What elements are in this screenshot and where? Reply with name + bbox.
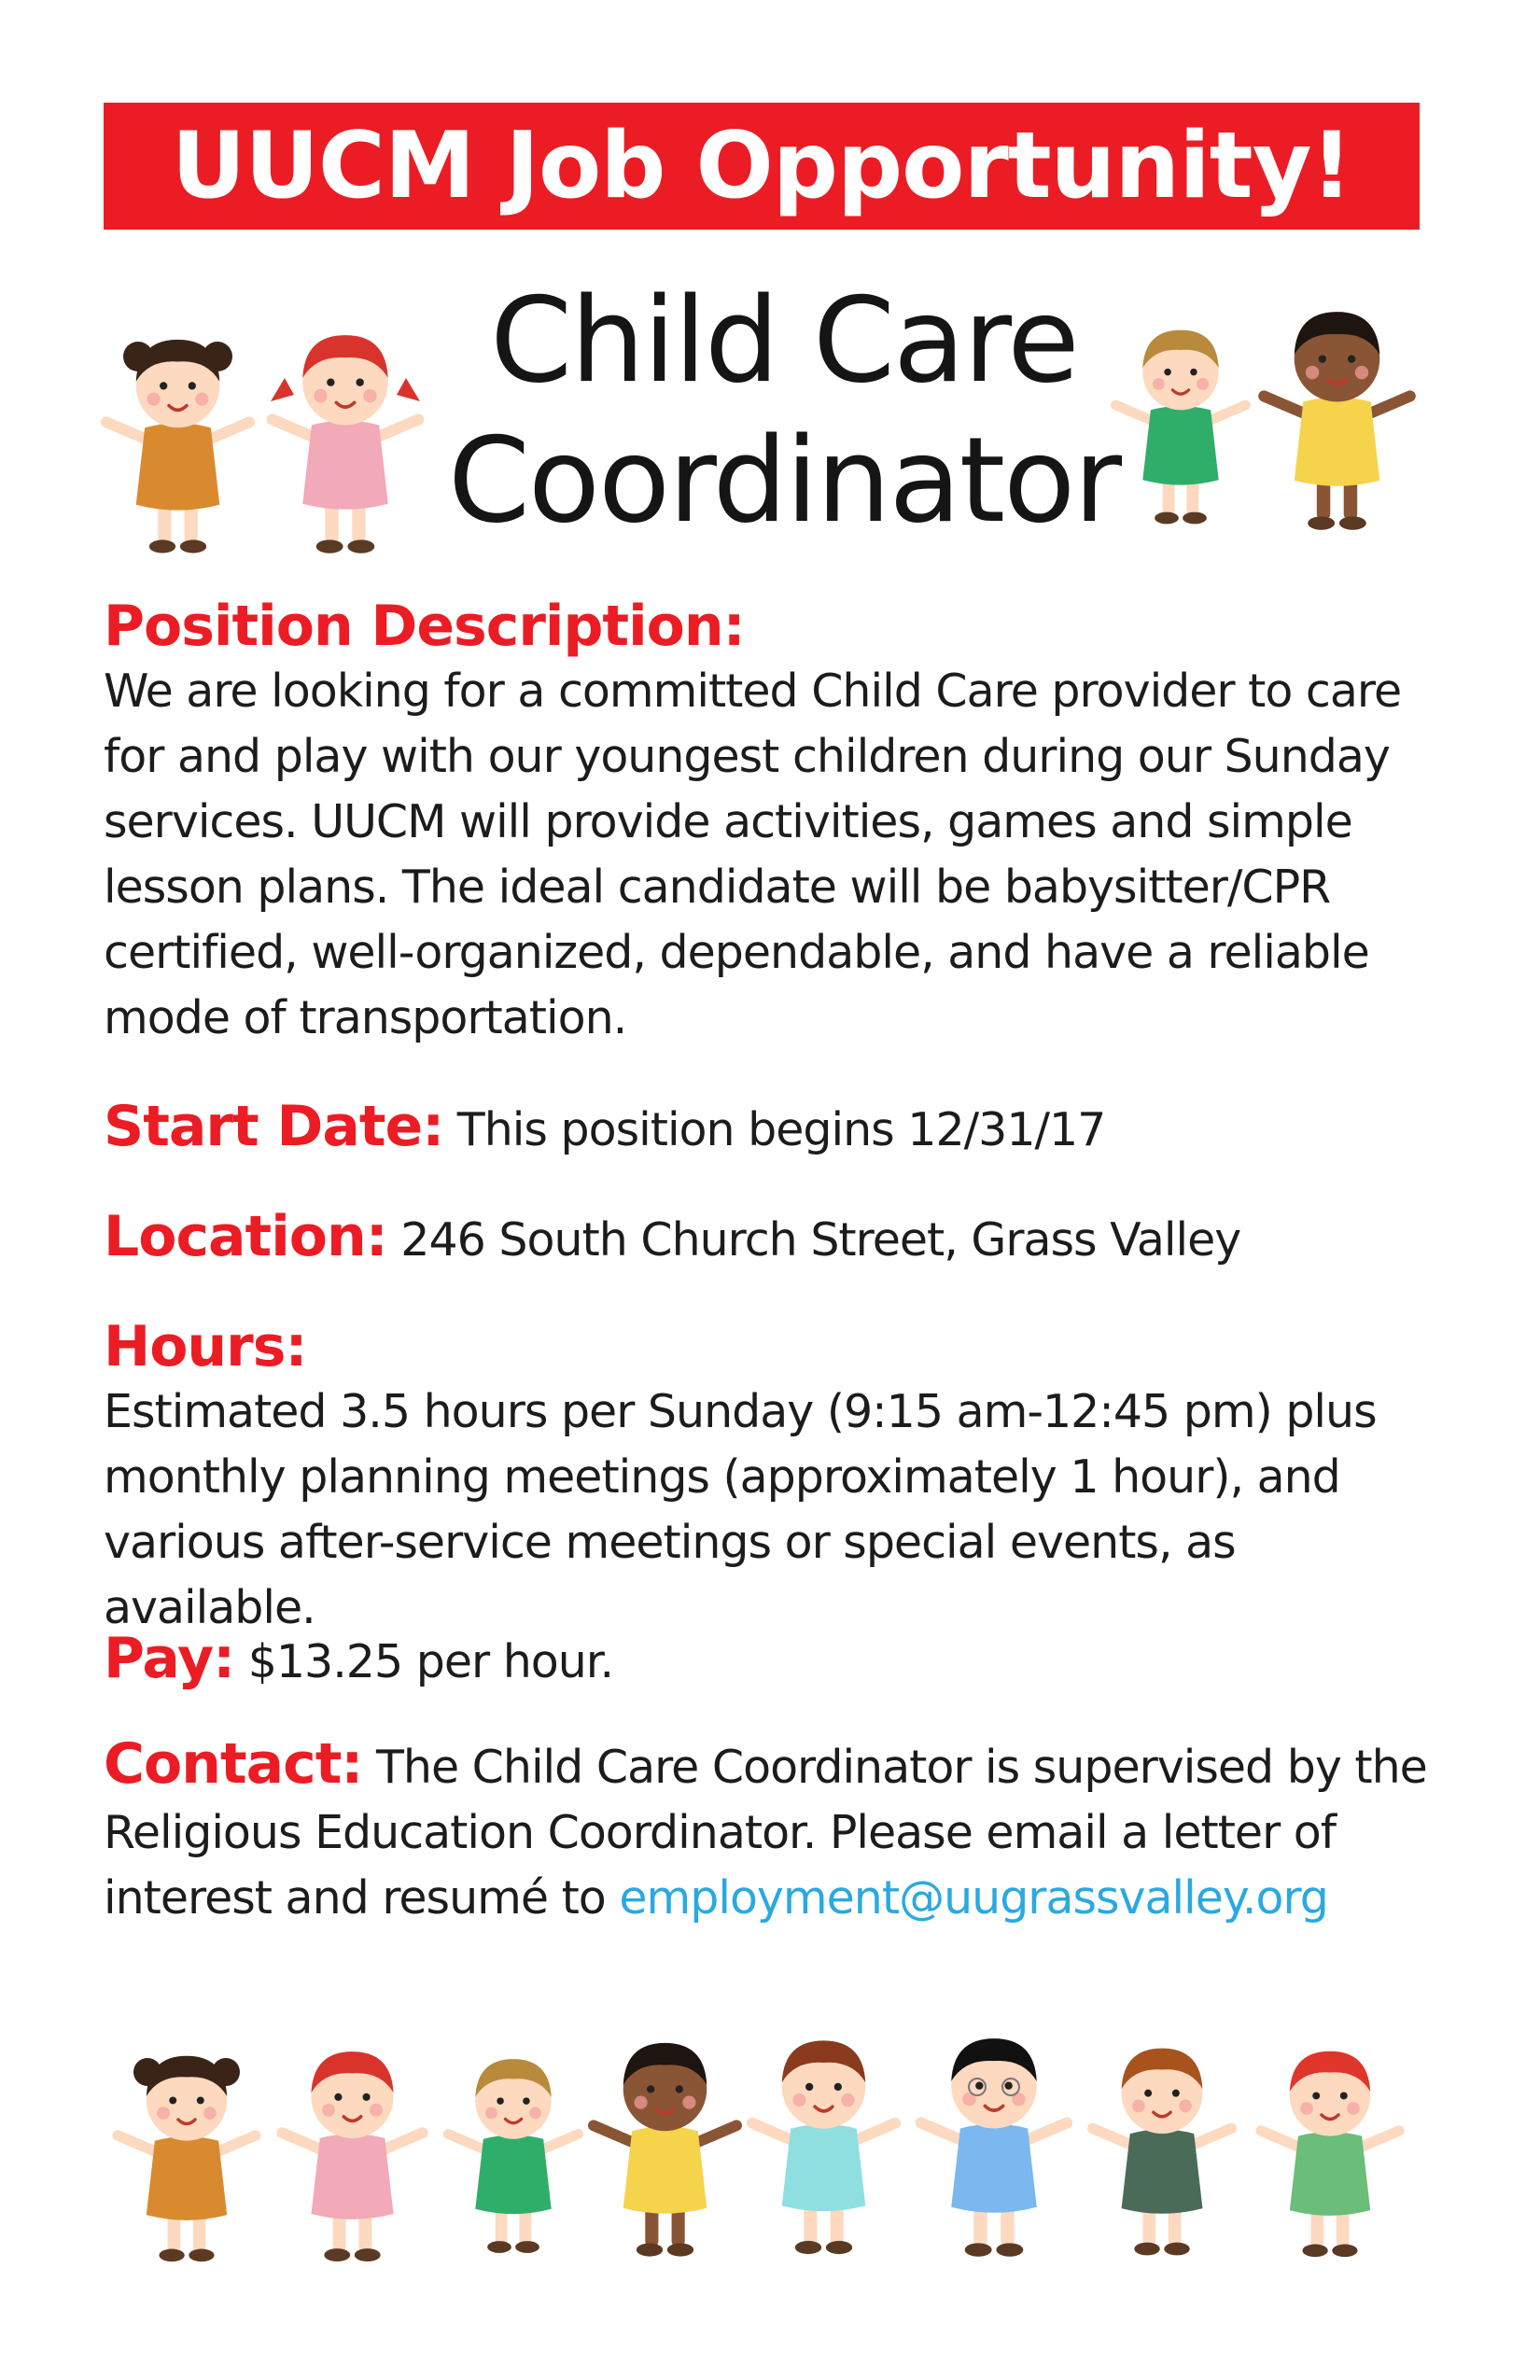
hours-heading: Hours:: [104, 1314, 307, 1379]
girl-buns-orange-shirt-icon: [101, 317, 255, 560]
pay-text: $13.25 per hour.: [247, 1635, 614, 1688]
location-text: 246 South Church Street, Grass Valley: [400, 1213, 1241, 1267]
girl-buns-orange-shirt-icon: [112, 2035, 261, 2268]
contact-text: The Child Care Coordinator is supervised by the Religious Education Coordinator. Please email a letter of interest and resumé to: [104, 1741, 1427, 1925]
girl-red-pigtails-pink-dress-icon: [275, 2030, 429, 2268]
position-heading: Position Description:: [104, 594, 745, 659]
boy-dark-skin-yellow-shirt-icon: [1255, 289, 1419, 537]
header-banner: [104, 103, 1420, 230]
boy-dark-skin-yellow-shirt-icon: [588, 2021, 742, 2263]
pay-row: [104, 1626, 1438, 1695]
boy-blond-green-shirt-icon: [443, 2035, 583, 2263]
boy-red-hair-green-shirt-icon: [1255, 2030, 1405, 2263]
banner-title: UUCM Job Opportunity!: [171, 113, 1352, 219]
contact-section: [104, 1731, 1438, 1931]
location-heading: Location:: [104, 1204, 387, 1269]
page-title: [373, 271, 1195, 551]
boy-glasses-blue-shirt-icon: [915, 2016, 1073, 2263]
girl-brown-hair-pink-skirt-icon: [747, 2016, 901, 2263]
girl-red-pigtails-pink-dress-icon: [266, 313, 425, 560]
girl-bob-green-dress-icon: [1087, 2025, 1237, 2263]
start-date-heading: Start Date:: [104, 1094, 444, 1159]
hours-section: [104, 1314, 1438, 1641]
start-date-row: [104, 1094, 1438, 1163]
title-line-1: Child Care: [490, 272, 1078, 409]
boy-blond-green-shirt-icon: [1111, 308, 1251, 532]
start-date-text: This position begins 12/31/17: [456, 1103, 1106, 1156]
position-text: We are looking for a committed Child Care provider to care for and play with our youngest children during our Sunday services. UUCM will provide activities, games and simple lesson plans. The ideal candidate will be babysitter/CPR certified, well-organized, dependable, and have a reliable mode of transportation.: [104, 665, 1402, 1044]
contact-email-link[interactable]: employment@uugrassvalley.org: [619, 1871, 1328, 1925]
title-line-2: Coordinator: [447, 412, 1121, 549]
position-description: [104, 594, 1438, 1051]
contact-heading: Contact:: [104, 1731, 363, 1797]
hours-text: Estimated 3.5 hours per Sunday (9:15 am-12:45 pm) plus monthly planning meetings (approximately 1 hour), and various after-service meetings or special events, as available.: [104, 1385, 1377, 1634]
location-row: [104, 1204, 1438, 1273]
pay-heading: Pay:: [104, 1626, 235, 1691]
